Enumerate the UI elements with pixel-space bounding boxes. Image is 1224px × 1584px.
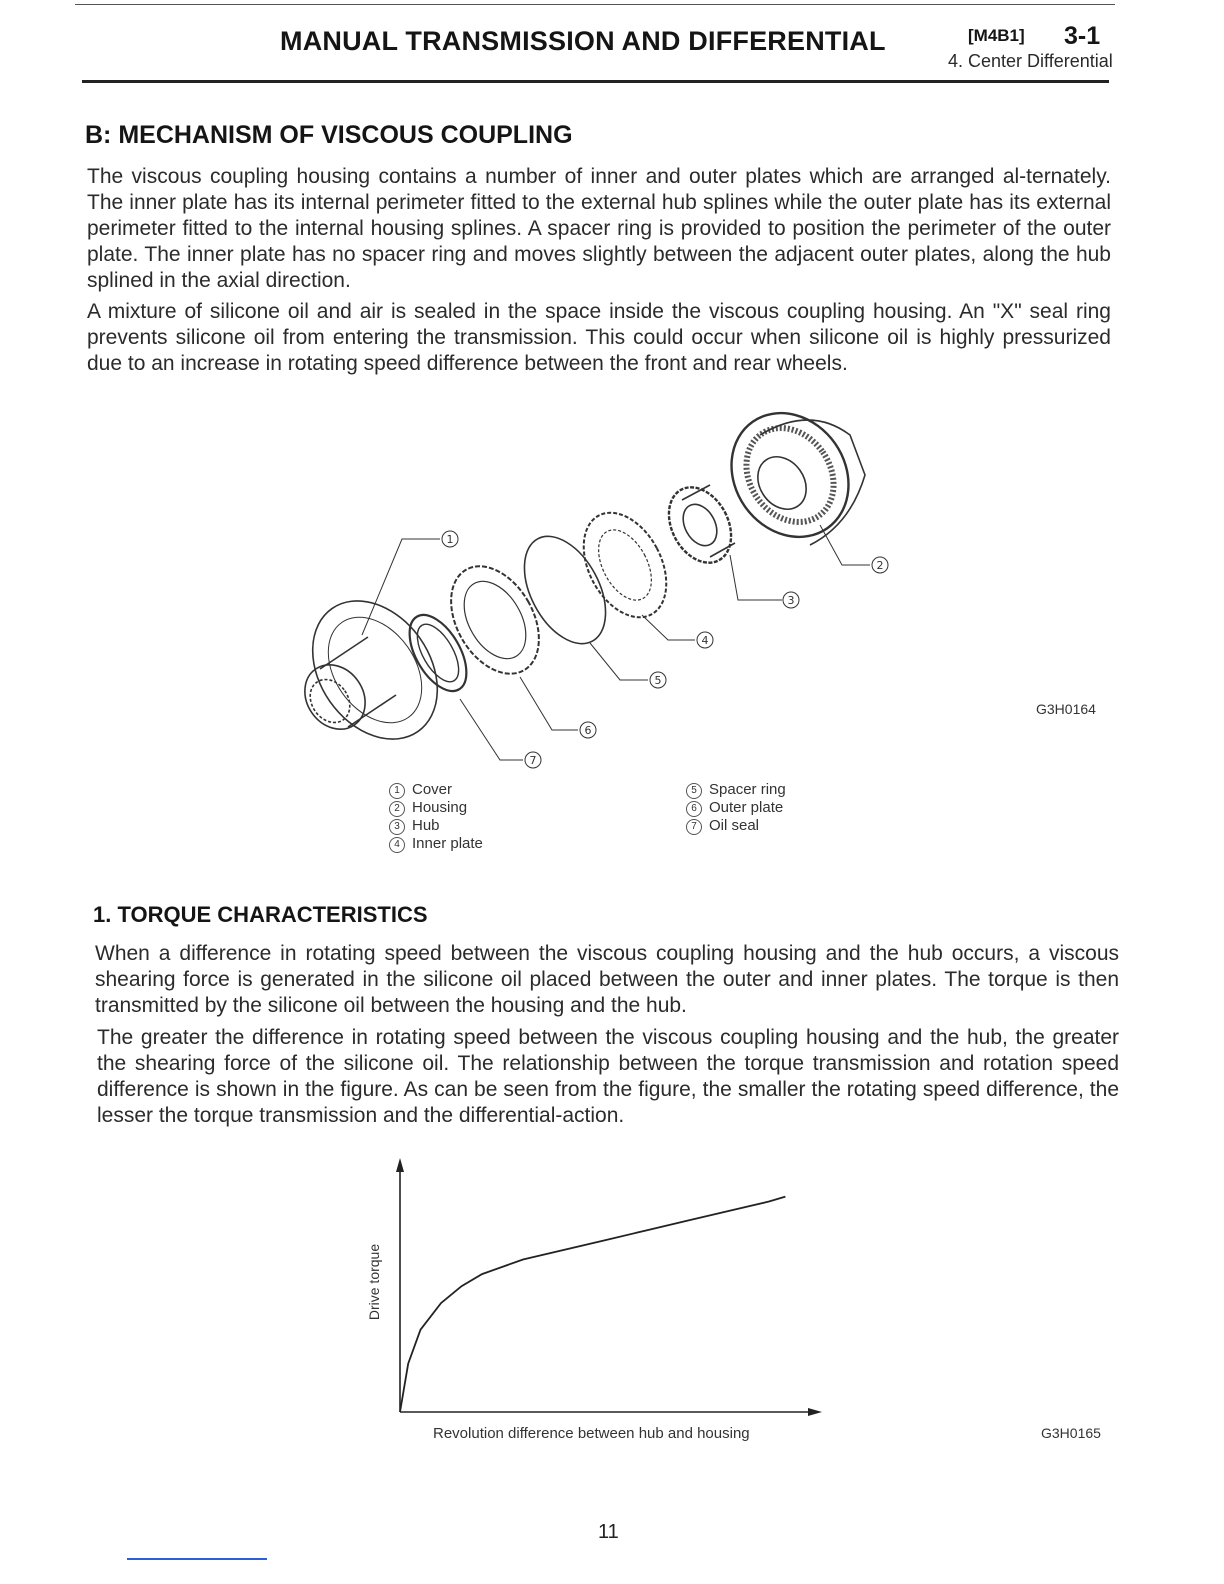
housing-part: [708, 405, 873, 560]
header-rule: [82, 80, 1109, 83]
legend-item: 1 Cover: [389, 781, 452, 799]
inner-plate-part: [567, 499, 683, 632]
footer-link-underline: [127, 1558, 267, 1560]
subsection-paragraph-1: When a difference in rotating speed between the viscous coupling housing and the hub occurs, a viscous shearing force is generated in the silicone oil placed between the outer and inner plates. The torque is then transmitted by the silicone oil between the housing and the hub.: [95, 942, 1119, 1017]
legend-item: 4 Inner plate: [389, 835, 483, 853]
section-page-ref: 3-1: [1064, 22, 1101, 50]
viscous-coupling-exploded-diagram: [290, 405, 930, 785]
subsection-paragraph-2: The greater the difference in rotating speed between the viscous coupling housing and the hub, the greater the shearing force of the silicone oil. The relationship between the torque transmission and rotation speed difference is shown in the figure. As can be seen from the figure, the smaller the rotating speed difference, the lesser the torque transmission and the differential-action.: [97, 1026, 1119, 1127]
legend-item: 2 Housing: [389, 799, 467, 817]
callout-5: 5: [654, 674, 662, 687]
figure-code: G3H0164: [1036, 701, 1096, 717]
section-paragraph-2: A mixture of silicone oil and air is sealed in the space inside the viscous coupling housing. An "X" seal ring prevents silicone oil from entering the transmission. This could occur when silicone oil is highly pressurized due to an increase in rotating speed difference between the front and rear wheels.: [87, 300, 1111, 375]
y-axis-arrow: [396, 1158, 404, 1172]
legend-item: 5 Spacer ring: [686, 781, 786, 799]
series-line-drive-torque: [400, 1197, 785, 1412]
document-subtitle: 4. Center Differential: [948, 51, 1113, 71]
legend-item: 7 Oil seal: [686, 817, 759, 835]
cover-part: [290, 577, 463, 763]
document-code: [M4B1]: [968, 26, 1025, 45]
callout-7: 7: [529, 754, 537, 767]
chart-figure-code: G3H0165: [1041, 1425, 1101, 1441]
callout-2: 2: [876, 559, 884, 572]
spacer-ring-part: [508, 523, 622, 657]
top-rule: [75, 4, 1115, 5]
callout-3: 3: [787, 594, 795, 607]
legend-item: 3 Hub: [389, 817, 440, 835]
torque-chart: [380, 1150, 840, 1425]
callout-6: 6: [584, 724, 592, 737]
callout-1: 1: [446, 533, 454, 546]
subsection-heading: 1. TORQUE CHARACTERISTICS: [93, 902, 428, 927]
outer-plate-part: [433, 551, 557, 689]
legend-item: 6 Outer plate: [686, 799, 783, 817]
x-axis-arrow: [808, 1408, 822, 1416]
y-axis-label: Drive torque: [366, 1243, 382, 1321]
x-axis-label: Revolution difference between hub and housing: [433, 1425, 750, 1442]
callout-4: 4: [701, 634, 709, 647]
section-heading: B: MECHANISM OF VISCOUS COUPLING: [85, 121, 573, 149]
section-paragraph-1: The viscous coupling housing contains a number of inner and outer plates which are arranged al-ternately. The inner plate has its internal perimeter fitted to the external hub splines while the outer plate has its external perimeter fitted to the internal housing splines. A spacer ring is provided to position the perimeter of the outer plate. The inner plate has no spacer ring and moves slightly between the adjacent outer plates, along the hub splined in the axial direction.: [87, 165, 1111, 292]
page-number: 11: [598, 1521, 619, 1543]
document-title: MANUAL TRANSMISSION AND DIFFERENTIAL: [280, 26, 886, 56]
